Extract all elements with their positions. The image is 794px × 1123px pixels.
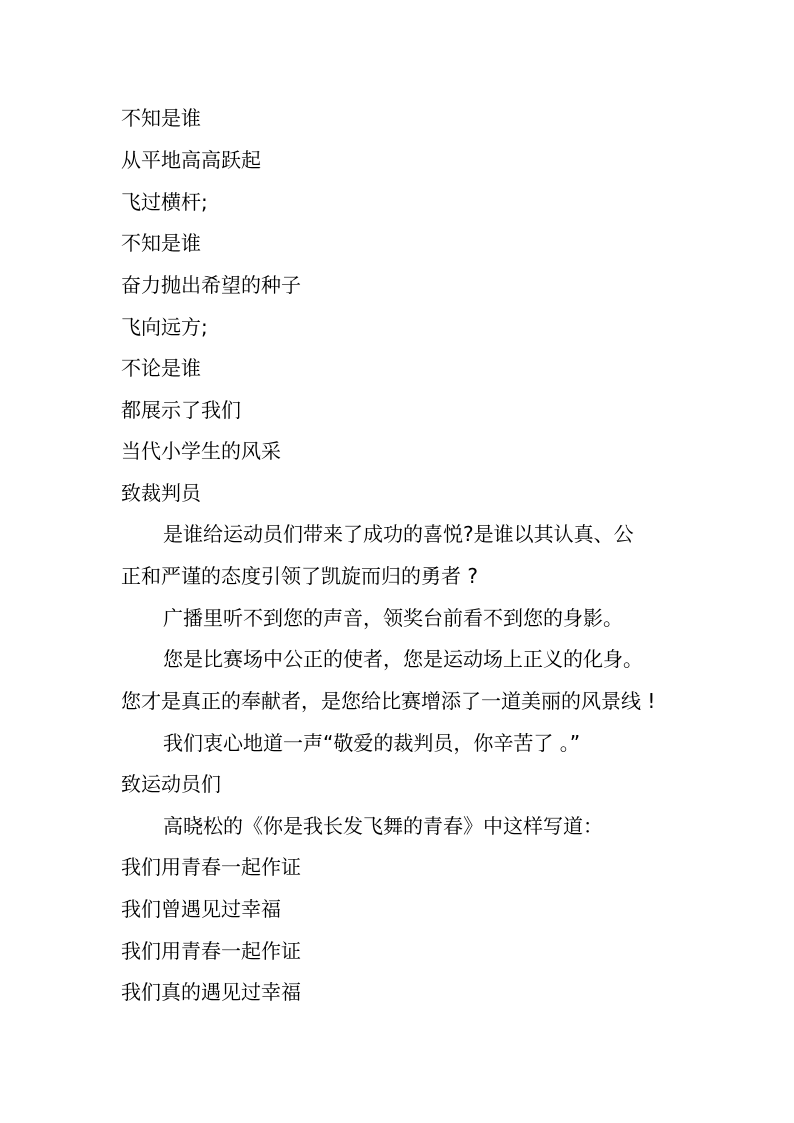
section-heading: 致运动员们 <box>121 772 221 796</box>
poem-line: 飞过横杆; <box>121 190 208 214</box>
poem-line: 我们曾遇见过幸福 <box>121 897 281 921</box>
section-heading: 致裁判员 <box>121 481 201 505</box>
paragraph-line: 广播里听不到您的声音，领奖台前看不到您的身影。 <box>163 606 623 630</box>
poem-line: 从平地高高跃起 <box>121 148 261 172</box>
poem-line: 飞向远方; <box>121 315 208 339</box>
paragraph-line: 是谁给运动员们带来了成功的喜悦?是谁以其认真、公 <box>163 522 634 546</box>
paragraph-line: 您是比赛场中公正的使者，您是运动场上正义的化身。 <box>163 647 643 671</box>
poem-line: 当代小学生的风采 <box>121 439 281 463</box>
poem-line: 我们真的遇见过幸福 <box>121 980 301 1004</box>
paragraph-line: 您才是真正的奉献者，是您给比赛增添了一道美丽的风景线 ! <box>121 689 656 713</box>
paragraph-line: 我们衷心地道一声“敬爱的裁判员，你辛苦了 。” <box>163 731 581 755</box>
poem-line: 我们用青春一起作证 <box>121 855 301 879</box>
paragraph-line: 正和严谨的态度引领了凯旋而归的勇者 ? <box>121 564 478 588</box>
poem-line: 不论是谁 <box>121 356 201 380</box>
paragraph-line: 高晓松的《你是我长发飞舞的青春》中这样写道： <box>163 814 603 838</box>
poem-line: 我们用青春一起作证 <box>121 939 301 963</box>
poem-line: 不知是谁 <box>121 231 201 255</box>
poem-line: 奋力抛出希望的种子 <box>121 273 301 297</box>
poem-line: 不知是谁 <box>121 106 201 130</box>
poem-line: 都展示了我们 <box>121 398 241 422</box>
